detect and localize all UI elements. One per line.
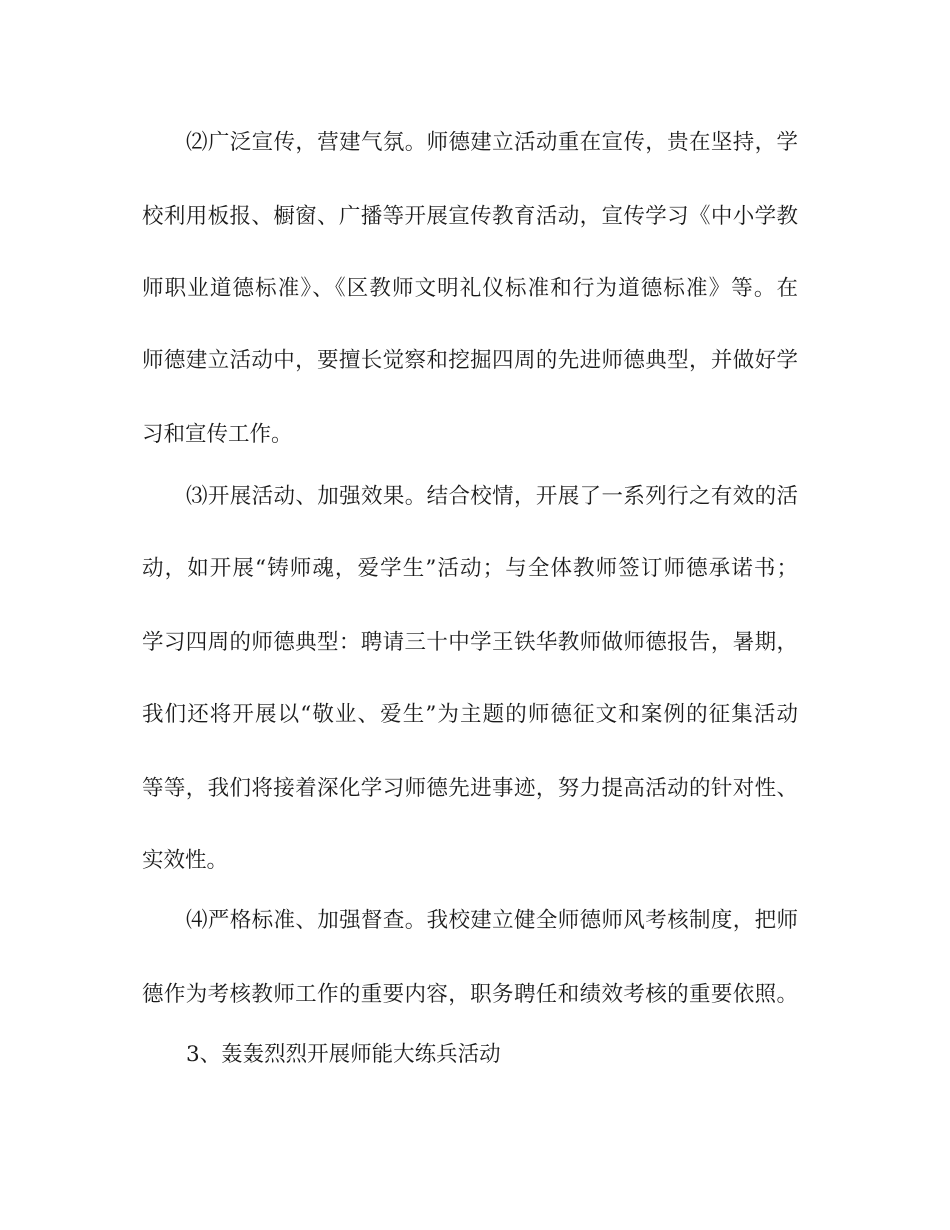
paragraph-2-line-2: 校利用板报、橱窗、广播等开展宣传教育活动，宣传学习《中小学教 (142, 204, 798, 229)
paragraph-3-line-1: ⑶开展活动、加强效果。结合校情，开展了一系列行之有效的活 (186, 484, 798, 509)
paragraph-3-line-2: 动，如开展“铸师魂，爱学生”活动；与全体教师签订师德承诺书； (142, 556, 798, 581)
paragraph-2-line-5: 习和宣传工作。 (142, 422, 293, 447)
paragraph-2-line-4: 师德建立活动中，要擅长觉察和挖掘四周的先进师德典型，并做好学 (142, 348, 798, 373)
paragraph-3-line-6: 实效性。 (142, 848, 229, 873)
paragraph-2-line-3: 师职业道德标准》、《区教师文明礼仪标准和行为道德标准》等。在 (142, 276, 798, 301)
section-heading-3: 3、轰轰烈烈开展师能大练兵活动 (186, 1042, 501, 1067)
paragraph-3-line-4: 我们还将开展以“敬业、爱生”为主题的师德征文和案例的征集活动 (142, 702, 798, 727)
paragraph-3-line-5: 等等，我们将接着深化学习师德先进事迹，努力提高活动的针对性、 (142, 776, 798, 801)
paragraph-2-line-1: ⑵广泛宣传，营建气氛。师德建立活动重在宣传，贵在坚持，学 (186, 130, 798, 155)
paragraph-4-line-1: ⑷严格标准、加强督查。我校建立健全师德师风考核制度，把师 (186, 908, 798, 933)
paragraph-4-line-2: 德作为考核教师工作的重要内容，职务聘任和绩效考核的重要依照。 (142, 982, 798, 1007)
paragraph-3-line-3: 学习四周的师德典型：聘请三十中学王铁华教师做师德报告，暑期， (142, 630, 798, 655)
